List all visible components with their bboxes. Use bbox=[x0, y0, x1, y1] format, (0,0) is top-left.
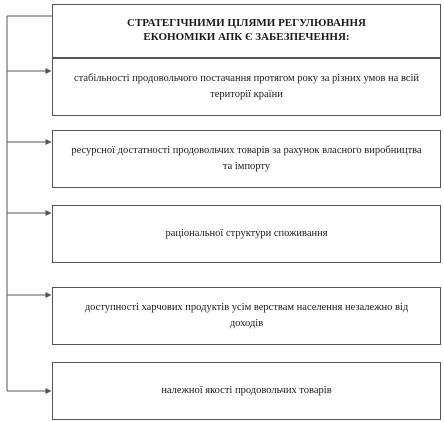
goal-text: належної якості продовольчих товарів bbox=[161, 384, 332, 396]
goal-box-accessibility bbox=[52, 287, 441, 345]
goal-text: доступності харчових продуктів усім верствам населення незалежно від доходів bbox=[84, 301, 409, 329]
goal-text: ресурсної достатності продовольчих товарів за рахунок власного виробництва та імпорту bbox=[71, 144, 422, 172]
goal-text: стабільності продовольчого постачання протягом року за різних умов на всій території країни bbox=[73, 72, 420, 100]
goal-text: раціональної структури споживання bbox=[165, 227, 328, 239]
goal-box-quality bbox=[52, 362, 441, 420]
goal-box-resource-sufficiency bbox=[52, 130, 441, 188]
goal-box-consumption-structure bbox=[52, 205, 441, 263]
goal-box-stability bbox=[52, 58, 441, 116]
title-box bbox=[52, 4, 441, 58]
title-text: СТРАТЕГІЧНИМИ ЦІЛЯМИ РЕГУЛЮВАННЯ ЕКОНОМІКИ АПК Є ЗАБЕЗПЕЧЕННЯ: bbox=[127, 17, 366, 43]
